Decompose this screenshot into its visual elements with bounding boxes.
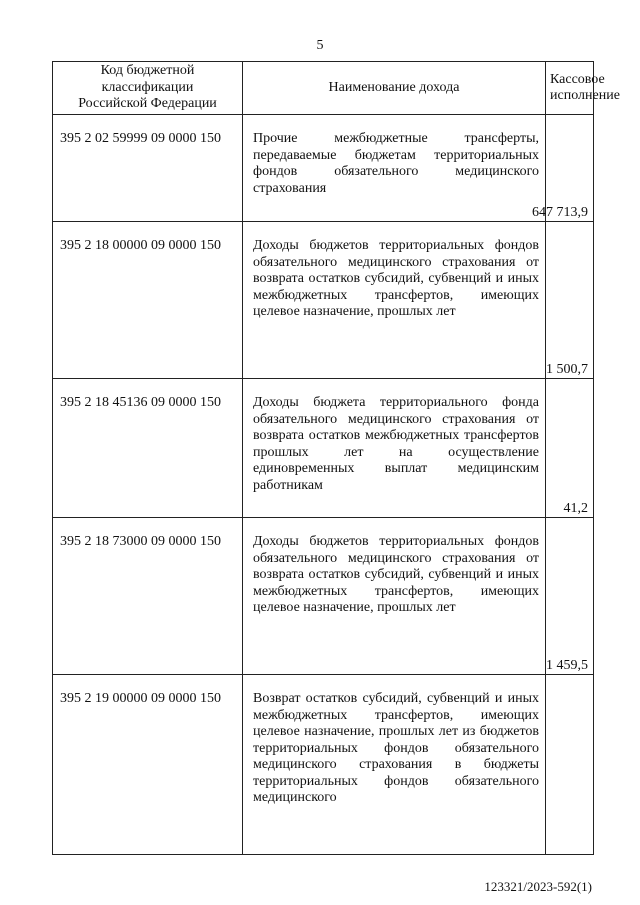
row-amount-value: 647 713,9 <box>532 204 588 220</box>
row-code: 395 2 18 45136 09 0000 150 <box>53 379 243 518</box>
header-code <box>53 62 243 115</box>
row-amount <box>532 115 594 222</box>
table-row <box>53 115 594 222</box>
header-code-label: Код бюджетной классификации Российской Федерации <box>78 63 217 112</box>
table-row <box>53 379 594 518</box>
row-name <box>243 379 546 518</box>
header-amount-label: Кассовое исполнение <box>550 71 620 103</box>
page-number: 5 <box>316 38 324 53</box>
row-amount <box>546 379 594 518</box>
row-amount <box>546 518 594 675</box>
row-name-text: Прочие межбюджетные трансферты, передаваемые бюджетам территориальных фондов обязательного медицинского страхования <box>253 131 539 196</box>
row-name-text: Доходы бюджетов территориальных фондов обязательного медицинского страхования от возврата остатков субсидий, субвенций и иных межбюджетных трансфертов, имеющих целевое назначение, прошлых лет <box>253 534 539 615</box>
row-name-text: Возврат остатков субсидий, субвенций и иных межбюджетных трансфертов, имеющих целевое назначение, прошлых лет из бюджетов территориальных фондов обязательного медицинского страхования в бюджеты территориальных фондов обязательного медицинского <box>253 691 539 805</box>
row-code: 395 2 18 00000 09 0000 150 <box>53 222 243 379</box>
row-amount-value: 41,2 <box>563 500 588 516</box>
revenue-table <box>52 61 620 855</box>
row-code: 395 2 02 59999 09 0000 150 <box>53 115 243 222</box>
document-id: 123321/2023-592(1) <box>484 879 592 894</box>
table-row <box>53 518 594 675</box>
row-amount-value: 1 459,5 <box>546 657 588 673</box>
header-name <box>243 62 546 115</box>
header-name-label: Наименование дохода <box>328 79 460 95</box>
row-name <box>243 518 546 675</box>
row-amount <box>546 222 594 379</box>
row-name-text: Доходы бюджета территориального фонда обязательного медицинского страхования от возврата остатков межбюджетных трансфертов прошлых лет на осуществление единовременных выплат медицинским работникам <box>253 395 539 493</box>
row-amount <box>546 675 594 855</box>
row-amount-value: 1 500,7 <box>546 361 588 377</box>
row-name <box>243 222 546 379</box>
header-amount <box>546 62 620 115</box>
row-name <box>243 675 546 855</box>
row-name-text: Доходы бюджетов территориальных фондов обязательного медицинского страхования от возврата остатков субсидий, субвенций и иных межбюджетных трансфертов, имеющих целевое назначение, прошлых лет <box>253 238 539 319</box>
table-row <box>53 222 594 379</box>
row-name <box>243 115 546 222</box>
row-code: 395 2 18 73000 09 0000 150 <box>53 518 243 675</box>
table-header-row <box>53 62 594 115</box>
row-code: 395 2 19 00000 09 0000 150 <box>53 675 243 855</box>
table-row <box>53 675 594 855</box>
